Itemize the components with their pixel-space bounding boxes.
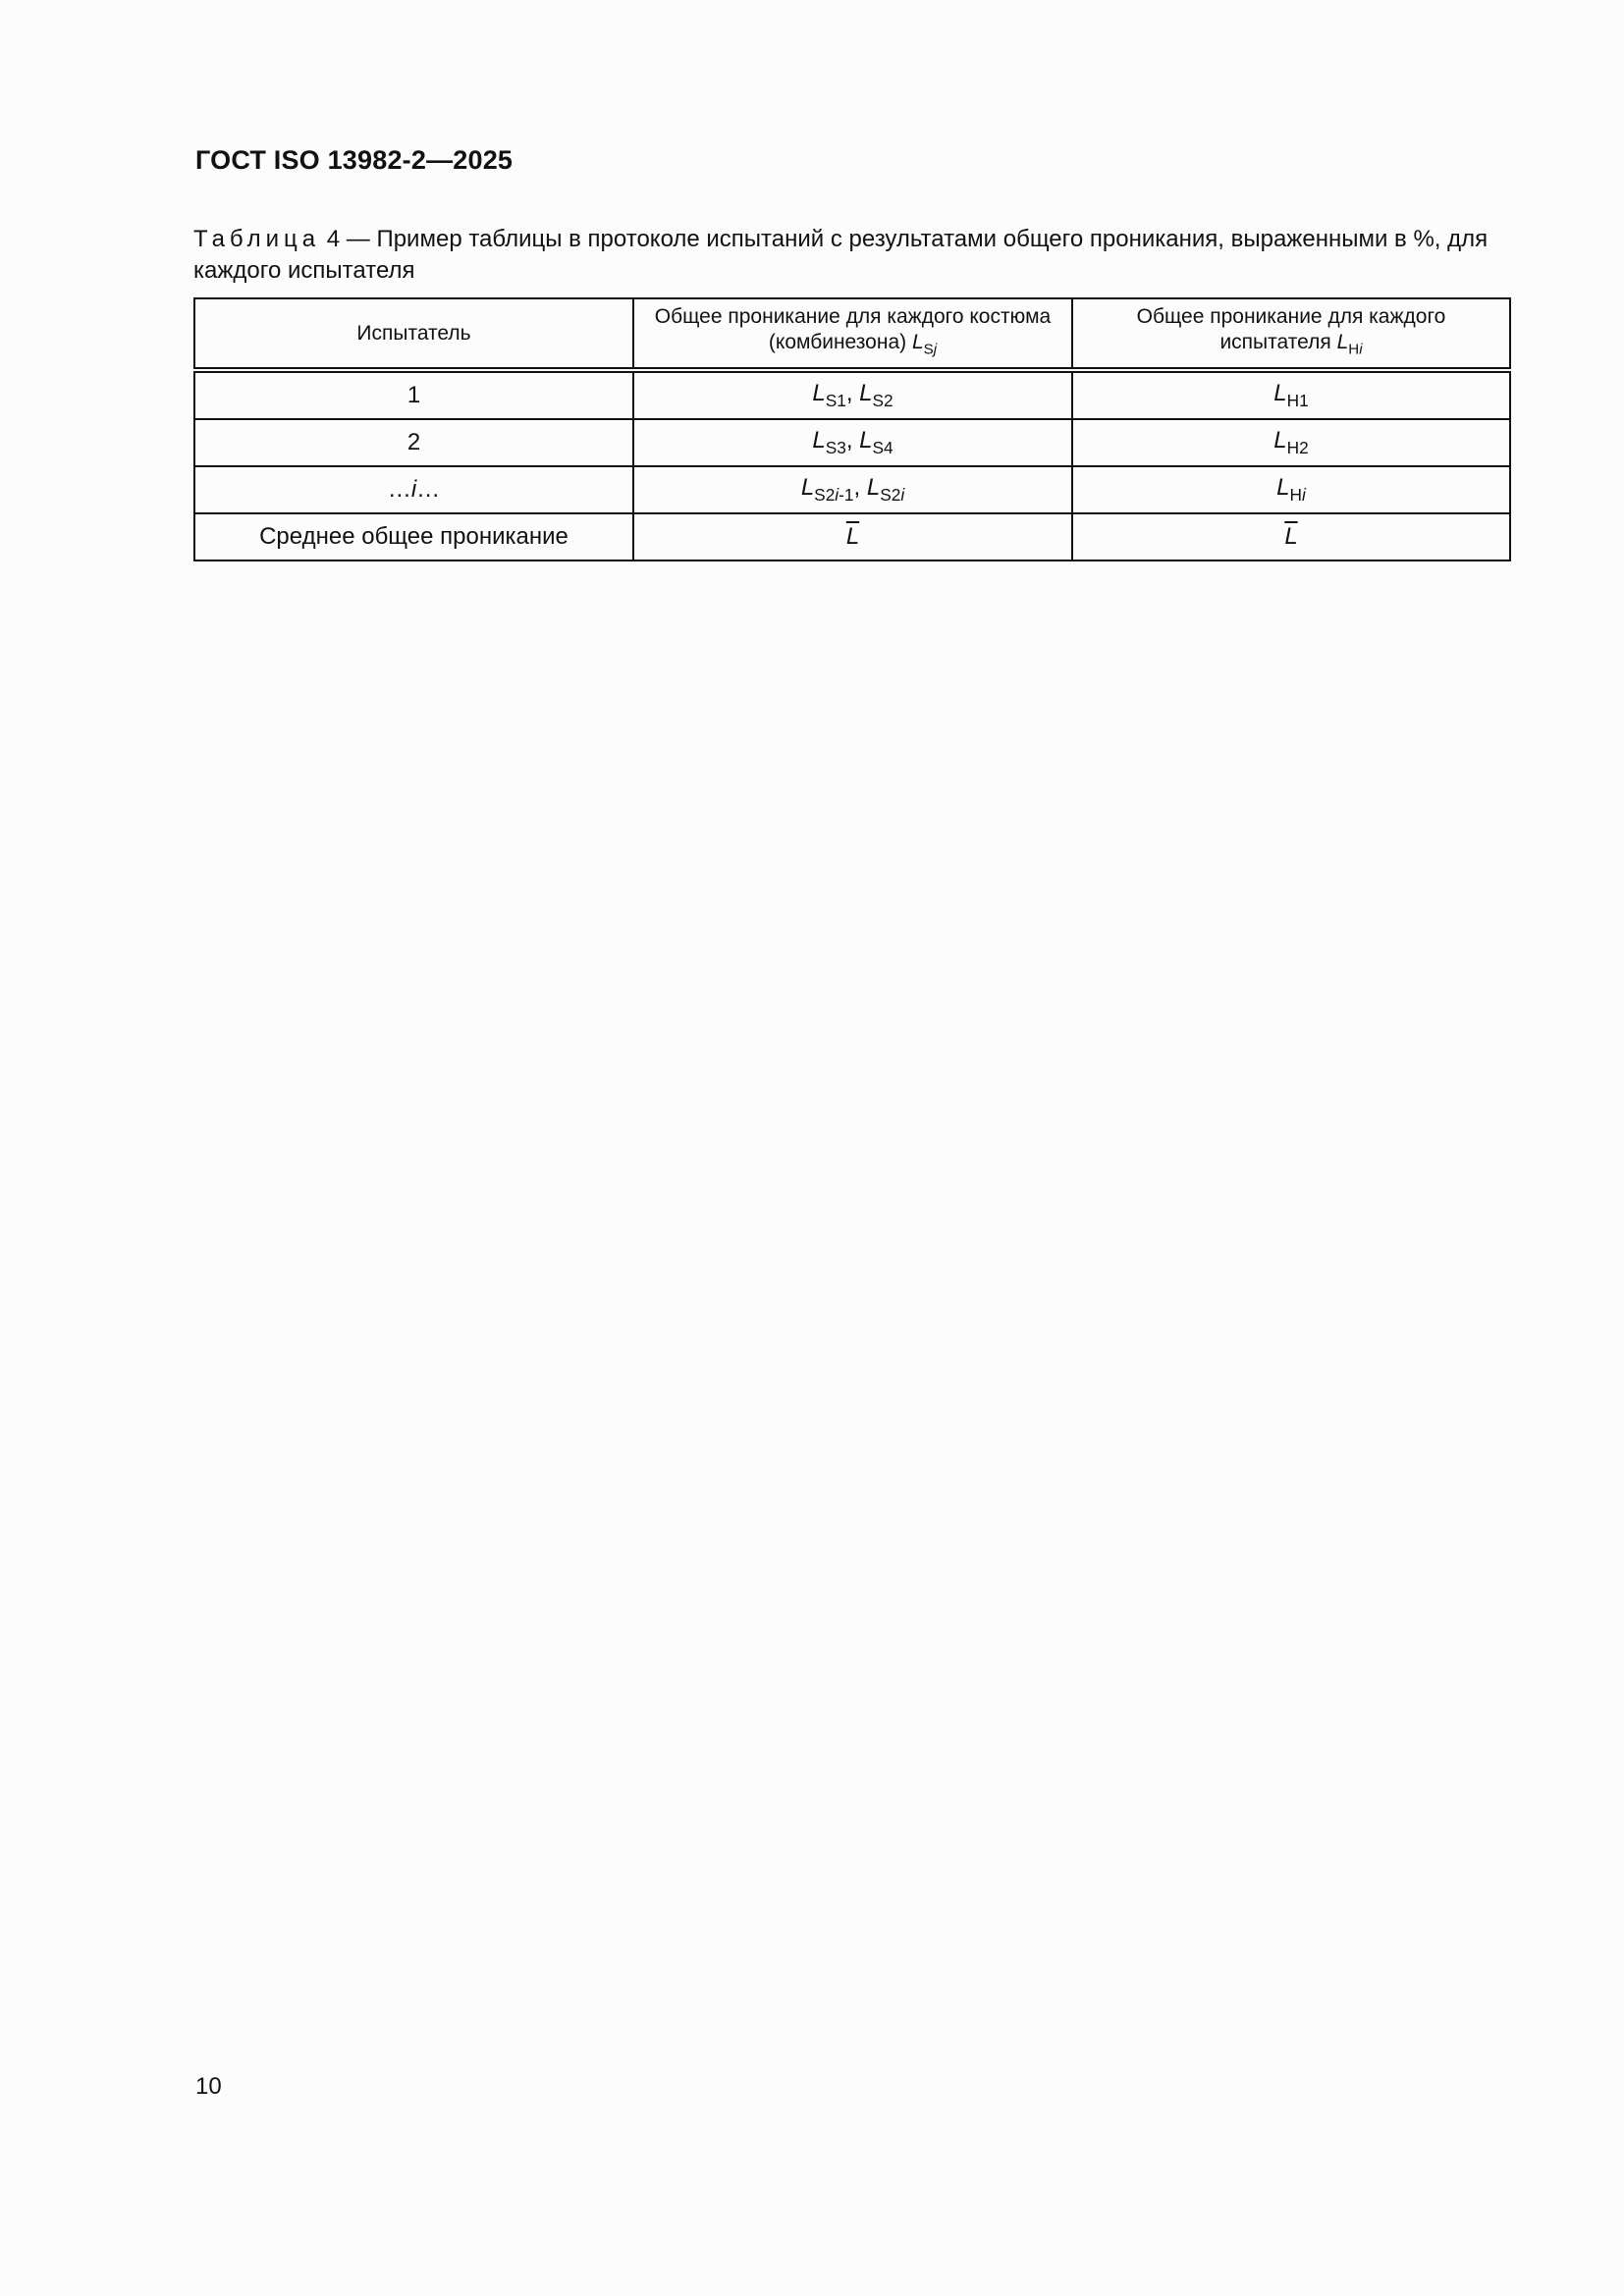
table-row-mean [194,513,1510,561]
cell-suit [633,419,1072,466]
subscript-italic: i [1301,485,1306,506]
header-person-text: Общее проникание для каждого испытателя [1136,304,1446,353]
table-header-row [194,298,1510,370]
index-i: i [410,476,417,503]
mean-symbol: $\overline{L}$ [845,523,860,550]
subscript-italic: i [835,485,839,506]
subscript: S2 [814,485,836,506]
subscript: S4 [872,438,893,458]
cell-person [1072,466,1510,513]
cell-suit [633,466,1072,513]
cell-tester: 2 [194,419,633,466]
subscript-italic: i [900,485,905,506]
symbol-l: L [800,473,815,501]
table-row [194,419,1510,466]
header-suit-penetration [633,298,1072,370]
document-header: ГОСТ ISO 13982-2—2025 [195,145,514,175]
header-tester [194,298,633,370]
cell-person-mean [1072,513,1510,561]
symbol-l: L [1273,426,1287,454]
header-person-sub-italic: i [1359,341,1363,358]
symbol-l: L [859,426,873,454]
subscript: -1 [839,485,854,506]
separator: , [845,426,860,454]
symbol-l: L [812,379,826,406]
header-suit-symbol: L [911,330,924,353]
separator: , [845,379,860,406]
page-number: 10 [195,2073,222,2100]
symbol-l: L [1276,473,1290,501]
header-tester-text: Испытатель [356,321,471,345]
header-person-penetration [1072,298,1510,370]
table-caption-label: Таблица [193,226,321,252]
subscript: S2 [872,391,893,411]
table-row [194,466,1510,513]
ellipsis: … [416,476,441,503]
results-table-container [193,297,1509,561]
header-suit-sub-italic: j [933,341,938,358]
table-caption [193,224,1509,287]
mean-symbol: $\overline{L}$ [1284,523,1298,550]
cell-person [1072,419,1510,466]
symbol-l: L [812,426,826,454]
separator: , [853,473,867,501]
cell-mean-label: Среднее общее проникание [194,513,633,561]
header-suit-text: Общее проникание для каждого костюма (комбинезона) [654,304,1052,353]
cell-suit [633,370,1072,419]
subscript: S1 [825,391,846,411]
subscript: H [1289,485,1302,506]
symbol-l: L [866,473,881,501]
subscript: H2 [1286,438,1309,458]
table-caption-text: 4 — Пример таблицы в протоколе испытаний с результатами общего проникания, выраженными в %, для каждого испытателя [193,226,1489,284]
cell-tester: 1 [194,370,633,419]
subscript: S3 [825,438,846,458]
cell-person [1072,370,1510,419]
ellipsis: … [387,476,411,503]
subscript: H1 [1286,391,1309,411]
symbol-l: L [859,379,873,406]
results-table [193,297,1511,561]
cell-suit-mean [633,513,1072,561]
cell-tester [194,466,633,513]
table-row [194,370,1510,419]
subscript: S2 [880,485,901,506]
header-person-symbol: L [1336,330,1349,353]
header-person-sub: H [1348,341,1360,358]
symbol-l: L [1273,379,1287,406]
header-suit-sub: S [923,341,934,358]
